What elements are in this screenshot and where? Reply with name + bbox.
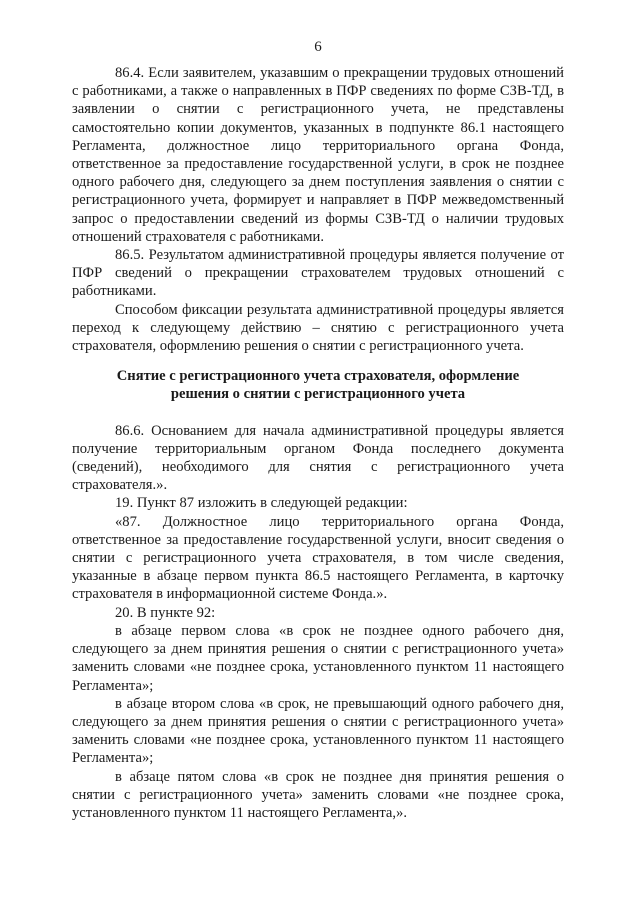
paragraph-abzac-5: в абзаце пятом слова «в срок не позднее дня принятия решения о снятии с регистрационного учета» заменить словами «не позднее срока, установленного пунктом 11 настоящего Регламента,». <box>72 768 564 821</box>
paragraph-87: «87. Должностное лицо территориального органа Фонда, ответственное за предоставление государственной услуги, вносит сведения о снятии с регистрационного учета страхователя, в том числе сведения, указанные в абзаце первом пункта 86.5 настоящего Регламента, в карточку страхователя в информационной системе Фонда.». <box>72 513 564 603</box>
paragraph-86-5: 86.5. Результатом административной процедуры является получение от ПФР сведений о прекращении страхователем трудовых отношений с работниками. <box>72 247 564 300</box>
paragraph-fixation-method: Способом фиксации результата административной процедуры является переход к следующему действию – снятию с регистрационного учета страхователя, оформлению решения о снятии с регистрационного учета. <box>72 301 564 355</box>
page-number: 6 <box>314 39 322 55</box>
section-heading <box>72 367 564 403</box>
paragraph-abzac-1: в абзаце первом слова «в срок не позднее одного рабочего дня, следующего за днем принятия решения о снятии с регистрационного учета» заменить словами «не позднее срока, установленного пунктом 11 настоящего Регламента»; <box>72 622 564 694</box>
paragraph-86-4: 86.4. Если заявителем, указавшим о прекращении трудовых отношений с работниками, а также о направленных в ПФР сведениях по форме СЗВ-ТД, в заявлении о снятии с регистрационного учета, не представлены самостоятельно копии документов, указанных в подпункте 86.1 настоящего Регламента, должностное лицо территориального органа Фонда, ответственное за предоставление государственной услуги, в срок не позднее одного рабочего дня, следующего за днем поступления заявления о снятии с регистрационного учета, формирует и направляет в ПФР межведомственный запрос о предоставлении сведений из формы СЗВ-ТД о наличии трудовых отношений страхователя с работниками. <box>72 65 564 245</box>
section-heading-line-2: решения о снятии с регистрационного учета <box>170 386 466 403</box>
paragraph-item-20: 20. В пункте 92: <box>115 604 216 621</box>
paragraph-abzac-2: в абзаце втором слова «в срок, не превышающий одного рабочего дня, следующего за днем принятия решения о снятии с регистрационного учета» заменить словами «не позднее срока, установленного пунктом 11 настоящего Регламента»; <box>72 695 564 767</box>
paragraph-item-19: 19. Пункт 87 изложить в следующей редакции: <box>115 495 408 512</box>
section-heading-line-1: Снятие с регистрационного учета страхователя, оформление <box>116 368 520 385</box>
document-page <box>72 38 564 888</box>
paragraph-86-6: 86.6. Основанием для начала административной процедуры является получение территориальным органом Фонда последнего документа (сведений), необходимого для снятия с регистрационного учета страхователя.». <box>72 422 564 494</box>
